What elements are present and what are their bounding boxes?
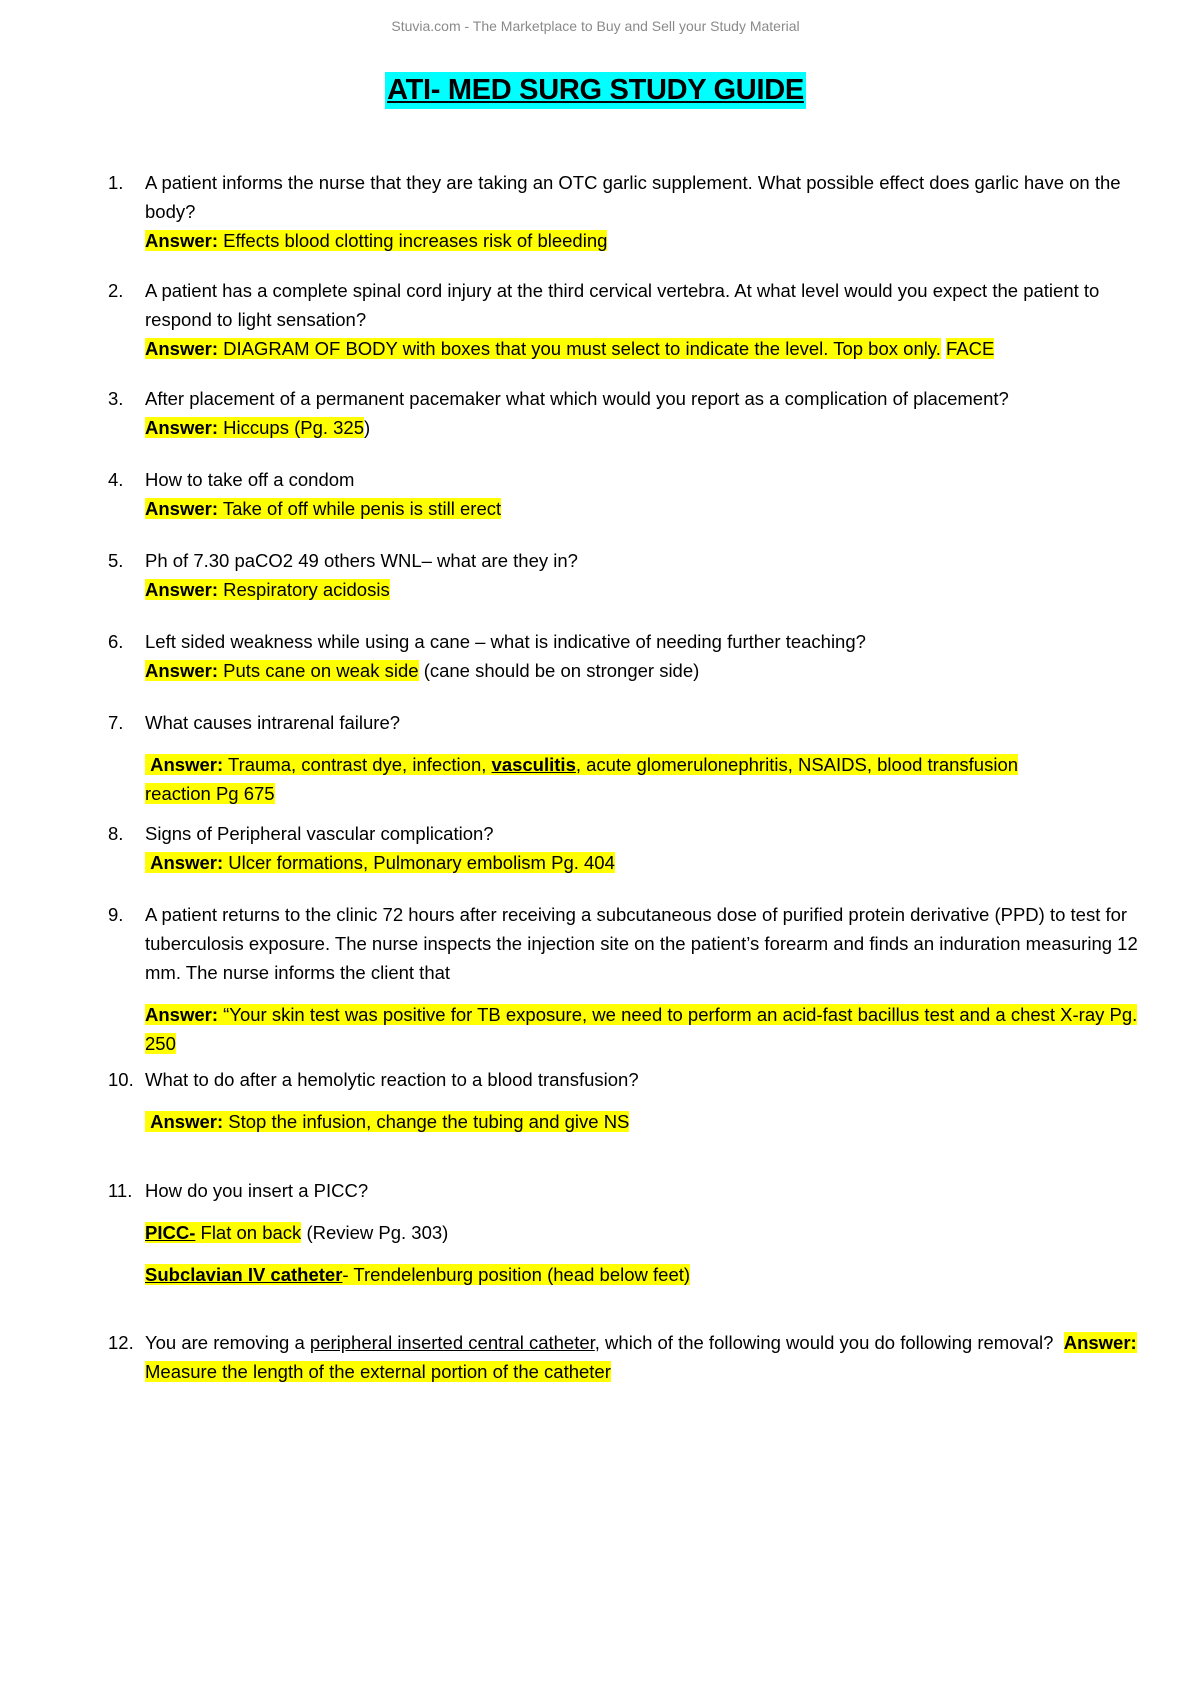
picc-label: PICC- [145, 1222, 196, 1243]
answer-text: DIAGRAM OF BODY with boxes that you must select to indicate the level. Top box only. [223, 338, 941, 359]
question-text: How to take off a condom [145, 469, 355, 490]
question-number: 11. [108, 1180, 133, 1201]
answer-text: Measure the length of the external portion of the catheter [145, 1361, 611, 1382]
answer-label: Answer: [145, 417, 218, 438]
question-text: After placement of a permanent pacemaker what which would you report as a complication of placement? [145, 388, 1009, 409]
answer-text-b: , acute glomerulonephritis, NSAIDS, blood transfusion [575, 754, 1019, 775]
answer-highlight [145, 852, 615, 873]
question-number: 6. [108, 631, 124, 652]
question-text-b: , which of the following would you do following removal? [594, 1332, 1054, 1353]
question-4 [108, 465, 1158, 523]
answer-highlight [145, 338, 941, 359]
question-5 [108, 546, 1158, 604]
answer-underlined: vasculitis [491, 754, 576, 775]
question-number: 9. [108, 904, 124, 925]
answer-text: Hiccups (Pg. 325 [223, 417, 365, 438]
question-number: 4. [108, 469, 124, 490]
answer-highlight [145, 660, 419, 681]
answer-highlight [145, 754, 1018, 775]
question-text: A patient informs the nurse that they are taking an OTC garlic supplement. What possible effect does garlic have on the body? [145, 172, 1121, 222]
question-text-a: You are removing a [145, 1332, 305, 1353]
question-text: Ph of 7.30 paCO2 49 others WNL– what are they in? [145, 550, 578, 571]
watermark: Stuvia.com - The Marketplace to Buy and Sell your Study Material [391, 18, 800, 34]
title-wrap [0, 72, 1191, 109]
question-text: A patient returns to the clinic 72 hours after receiving a subcutaneous dose of purified protein derivative (PPD) to test for tuberculosis exposure. The nurse inspects the injection site on the patient’s forearm and finds an induration measuring 12 mm. The nurse informs the client that [145, 904, 1138, 983]
question-number: 1. [108, 172, 124, 193]
subclavian-text: - Trendelenburg position (head below feet) [342, 1264, 691, 1285]
question-text: Left sided weakness while using a cane – what is indicative of needing further teaching? [145, 631, 866, 652]
answer-text-c: reaction Pg 675 [145, 783, 275, 804]
answer-text: Puts cane on weak side [223, 660, 419, 681]
answer-label: Answer: [150, 1111, 224, 1132]
answer-highlight [145, 1111, 629, 1132]
question-8 [108, 819, 1158, 877]
picc-highlight [145, 1222, 301, 1243]
answer-label: Answer: [145, 660, 218, 681]
question-text-underlined: peripheral inserted central catheter [309, 1332, 595, 1353]
question-text: A patient has a complete spinal cord injury at the third cervical vertebra. At what level would you expect the patient to respond to light sensation? [145, 280, 1100, 330]
question-6 [108, 627, 1158, 685]
question-number: 7. [108, 712, 124, 733]
question-12 [108, 1328, 1158, 1386]
picc-text: Flat on back [195, 1222, 302, 1243]
answer-extra: FACE [946, 338, 995, 359]
answer-label: Answer: [150, 852, 224, 873]
question-3 [108, 384, 1158, 442]
answer-text: Respiratory acidosis [223, 579, 390, 600]
question-11 [108, 1176, 1158, 1289]
answer-highlight [145, 579, 390, 600]
answer-text: Take of off while penis is still erect [222, 498, 502, 519]
answer-text: “Your skin test was positive for TB exposure, we need to perform an acid-fast bacillus test and a chest X-ray Pg. 250 [145, 1004, 1138, 1054]
question-number: 2. [108, 280, 124, 301]
question-number: 10. [108, 1069, 134, 1090]
subclavian-label: Subclavian IV catheter [145, 1264, 343, 1285]
question-text: How do you insert a PICC? [145, 1180, 369, 1201]
answer-note: (cane should be on stronger side) [423, 660, 700, 681]
subclavian-highlight [145, 1264, 690, 1285]
answer-highlight [145, 498, 501, 519]
answer-close-paren: ) [364, 417, 371, 438]
question-1 [108, 168, 1158, 255]
question-number: 5. [108, 550, 124, 571]
answer-text-a: Trauma, contrast dye, infection, [227, 754, 487, 775]
answer-text: Effects blood clotting increases risk of bleeding [223, 230, 608, 251]
question-number: 3. [108, 388, 124, 409]
answer-label: Answer: [1063, 1332, 1137, 1353]
answer-label: Answer: [145, 579, 218, 600]
answer-label: Answer: [150, 754, 224, 775]
question-text: What causes intrarenal failure? [145, 712, 401, 733]
answer-text: Ulcer formations, Pulmonary embolism Pg. 404 [228, 852, 615, 873]
picc-note: (Review Pg. 303) [306, 1222, 449, 1243]
answer-highlight [145, 1004, 1137, 1054]
question-text: Signs of Peripheral vascular complication? [145, 823, 494, 844]
question-number: 12. [108, 1332, 134, 1353]
answer-label: Answer: [145, 498, 218, 519]
question-7 [108, 708, 1158, 808]
question-10 [108, 1065, 1158, 1136]
question-text: What to do after a hemolytic reaction to a blood transfusion? [145, 1069, 639, 1090]
answer-label: Answer: [145, 230, 218, 251]
answer-label: Answer: [145, 1004, 218, 1025]
answer-highlight [145, 230, 607, 251]
answer-highlight [145, 417, 364, 438]
page-title: ATI- MED SURG STUDY GUIDE [385, 72, 806, 109]
answer-label: Answer: [145, 338, 218, 359]
question-9 [108, 900, 1158, 1058]
question-number: 8. [108, 823, 124, 844]
answer-text: Stop the infusion, change the tubing and give NS [228, 1111, 630, 1132]
question-2 [108, 276, 1158, 363]
